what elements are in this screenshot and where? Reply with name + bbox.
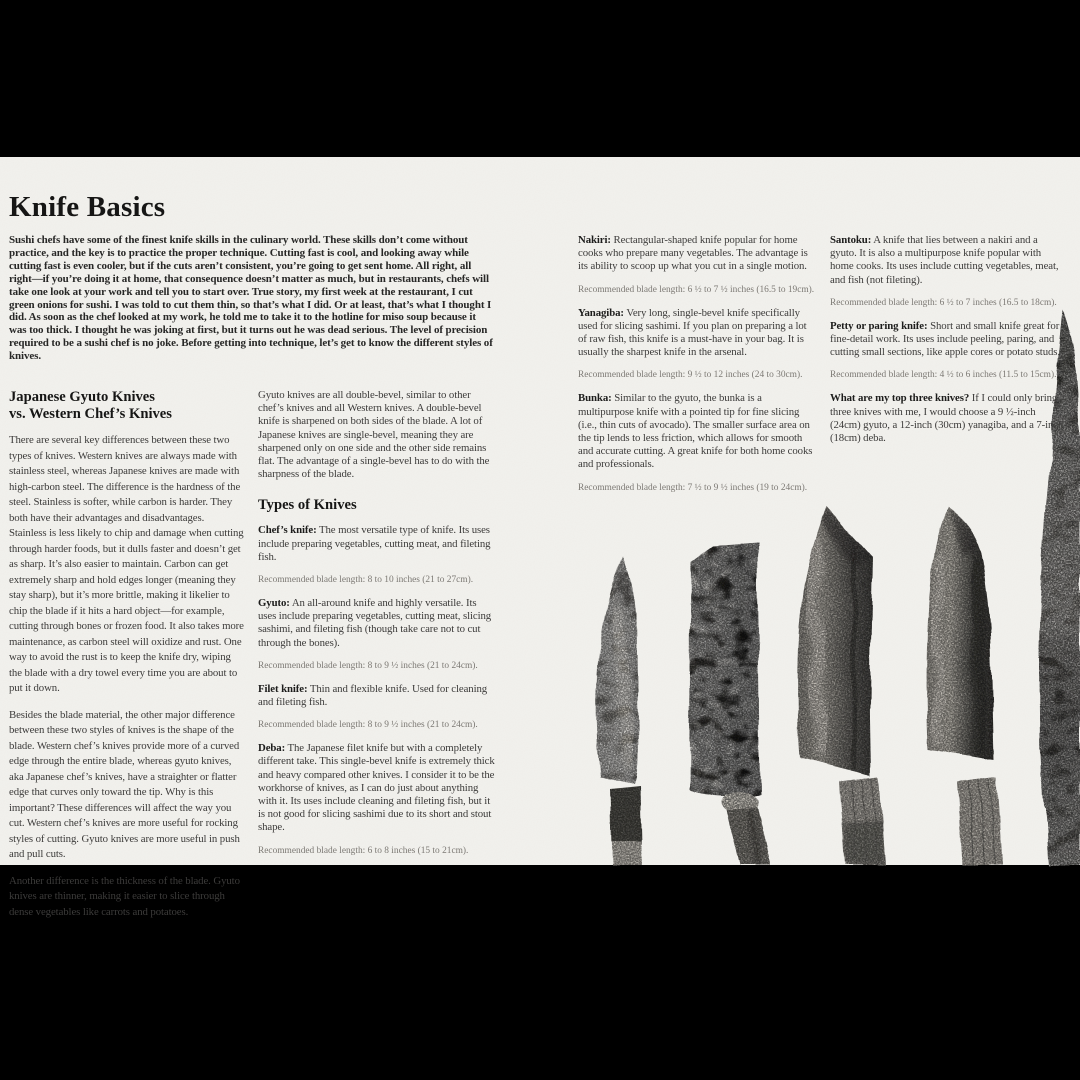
intro-paragraph: Sushi chefs have some of the finest knife skills in the culinary world. These skills don’t come without practice, and the key is to practice the proper technique. Cutting fast is cool, and looking away while cutting fast is even cooler, but if the cuts aren’t consistent, you’re going to get sent home. All right, all right—if you’re doing it at home, that consequence doesn’t matter as much, but in restaurants, chefs will take one look at your work and tell you to start over. True story, my first week at the restaurant, I cut green onions for sushi. I was told to cut them thin, so that’s what I did. Or at least, that’s what I thought I did. As soon as the chef looked at my work, he told me to take it to the hotline for miso soup because it was too thick. I thought he was joking at first, but it turns out he was dead serious. The level of precision required to be a sushi chef is no joke. Before getting into technique, let’s get to know the different styles of knives. <box>9 234 493 363</box>
blade-length-note: Recommended blade length: 4 ½ to 6 inches (11.5 to 15cm). <box>830 370 1057 381</box>
entry-bunka: Bunka: Similar to the gyuto, the bunka is a multipurpose knife with a pointed tip for fine slicing (i.e., thin cuts of avocado). The smaller surface area on the tip lends to less friction, which allows for smooth and accurate cutting. A great knife for both home cooks and professionals. <box>578 392 813 471</box>
entry-gyuto: Gyuto: An all-around knife and highly versatile. Its uses include preparing vegetables, cutting meat, slicing sashimi, and fileting fish (though take care not to cut through the bones). <box>258 597 492 649</box>
entry-nakiri: Nakiri: Rectangular-shaped knife popular for home cooks who prepare many vegetables. The advantage is its ability to scoop up what you cut in a single motion. <box>578 234 808 273</box>
section-heading-types-of-knives: Types of Knives <box>258 497 357 514</box>
petty-knife-illustration <box>588 552 646 867</box>
entry-deba: Deba: The Japanese filet knife but with a completely different take. This single-bevel knife is extremely thick and heavy compared other knives. I consider it to be the workhorse of knives, as I can do just about anything with it. Its uses include cleaning and fileting fish, but it is not good for slicing sashimi due to its short and stout shape. <box>258 742 495 834</box>
nakiri-knife-illustration <box>685 540 775 867</box>
blade-length-note: Recommended blade length: 7 ½ to 9 ½ inches (19 to 24cm). <box>578 482 808 493</box>
entry-petty-paring-knife: Petty or paring knife: Short and small knife great for fine-detail work. Its uses include peeling, paring, and cutting small sections, like apple cores or potato studs. <box>830 319 1060 359</box>
blade-length-note: Recommended blade length: 8 to 10 inches (21 to 27cm). <box>258 575 474 586</box>
blade-length-note: Recommended blade length: 6 ½ to 7 inches (16.5 to 18cm). <box>830 297 1057 308</box>
page-title: Knife Basics <box>9 191 166 223</box>
blade-length-note: Recommended blade length: 6 ½ to 7 ½ inches (16.5 to 19cm). <box>578 284 815 295</box>
entry-santoku: Santoku: A knife that lies between a nakiri and a gyuto. It is also a multipurpose knife popular with home cooks. Its uses include cutting vegetables, meat, and fish (not fileting). <box>830 234 1059 286</box>
paragraph: Gyuto knives are all double-bevel, similar to other chef’s knives and all Western knives. A double-bevel knife is sharpened on both sides of the blade. A lot of Japanese knives are single-bevel, meaning they are sharpened only on one side and the other side remains flat. The advantage of a single-bevel has to do with the sharpness of the blade. <box>258 389 490 481</box>
entry-filet-knife: Filet knife: Thin and flexible knife. Used for cleaning and fileting fish. <box>258 682 488 709</box>
blade-length-note: Recommended blade length: 8 to 9 ½ inches (21 to 24cm). <box>258 720 478 731</box>
bunka-knife-illustration <box>793 502 888 867</box>
paragraph: There are several key differences between these two types of knives. Western knives are always made with stainless steel, whereas Japanese knives are made with high-carbon steel. The difference is the hardness of the steel. Stainless is softer, while carbon is harder. They both have their advantages and disadvantages. Stainless is less likely to chip and damage when cutting through harder foods, but it dulls faster and doesn’t get as sharp. It’s also easier to maintain. Carbon can get extremely sharp and hold edges longer (meaning they stay sharp), but it’s more brittle, making it likelier to chip the blade if it hits a hard object—for example, cutting through bones or frozen food. It also takes more maintenance, as carbon steel will oxidize and rust. One way to avoid the rust is to keep the knife dry, wiping the blade with a dry towel every time you are about to put it down. <box>9 434 244 694</box>
blade-length-note: Recommended blade length: 8 to 9 ½ inches (21 to 24cm). <box>258 660 478 671</box>
book-spread <box>0 157 1080 918</box>
blade-length-note: Recommended blade length: 6 to 8 inches (15 to 21cm). <box>258 845 469 856</box>
column-types-of-knives <box>258 389 495 868</box>
blade-length-note: Recommended blade length: 9 ½ to 12 inches (24 to 30cm). <box>578 370 803 381</box>
entry-top-three-knives: What are my top three knives? If I could only bring three knives with me, I would choose a 9 ½-inch (24cm) gyuto, a 12-inch (30cm) yanagiba, and a 7-inch (18cm) deba. <box>830 392 1064 445</box>
column-knife-profiles-2 <box>830 234 1066 456</box>
column-knife-profiles-1 <box>578 234 815 505</box>
entry-yanagiba: Yanagiba: Very long, single-bevel knife specifically used for slicing sashimi. If you plan on preparing a lot of raw fish, this knife is a must-have in your bag. It is usually the sharpest knife in the arsenal. <box>578 306 807 359</box>
santoku-knife-illustration <box>922 503 1004 867</box>
paragraph: Besides the blade material, the other major difference between these two styles of knives is the shape of the blade. Western chef’s knives provide more of a curved edge through the entire blade, whereas gyuto knives, aka Japanese chef’s knives, have a straighter or flatter edge that curves only toward the tip. Why is this important? These differences will affect the way you cut. Western chef’s knives are more useful for rocking styles of cutting. Gyuto knives are more useful in push and pull cuts. <box>9 708 240 860</box>
paragraph: Another difference is the thickness of the blade. Gyuto knives are thinner, making it easier to slice through dense vegetables like carrots and potatoes. <box>9 874 240 918</box>
column-gyuto-vs-western <box>9 389 244 931</box>
section-heading-gyuto-vs-western: Japanese Gyuto Knives vs. Western Chef’s Knives <box>9 389 172 422</box>
entry-chefs-knife: Chef’s knife: The most versatile type of knife. Its uses include preparing vegetables, cutting meat, and fileting fish. <box>258 524 491 563</box>
